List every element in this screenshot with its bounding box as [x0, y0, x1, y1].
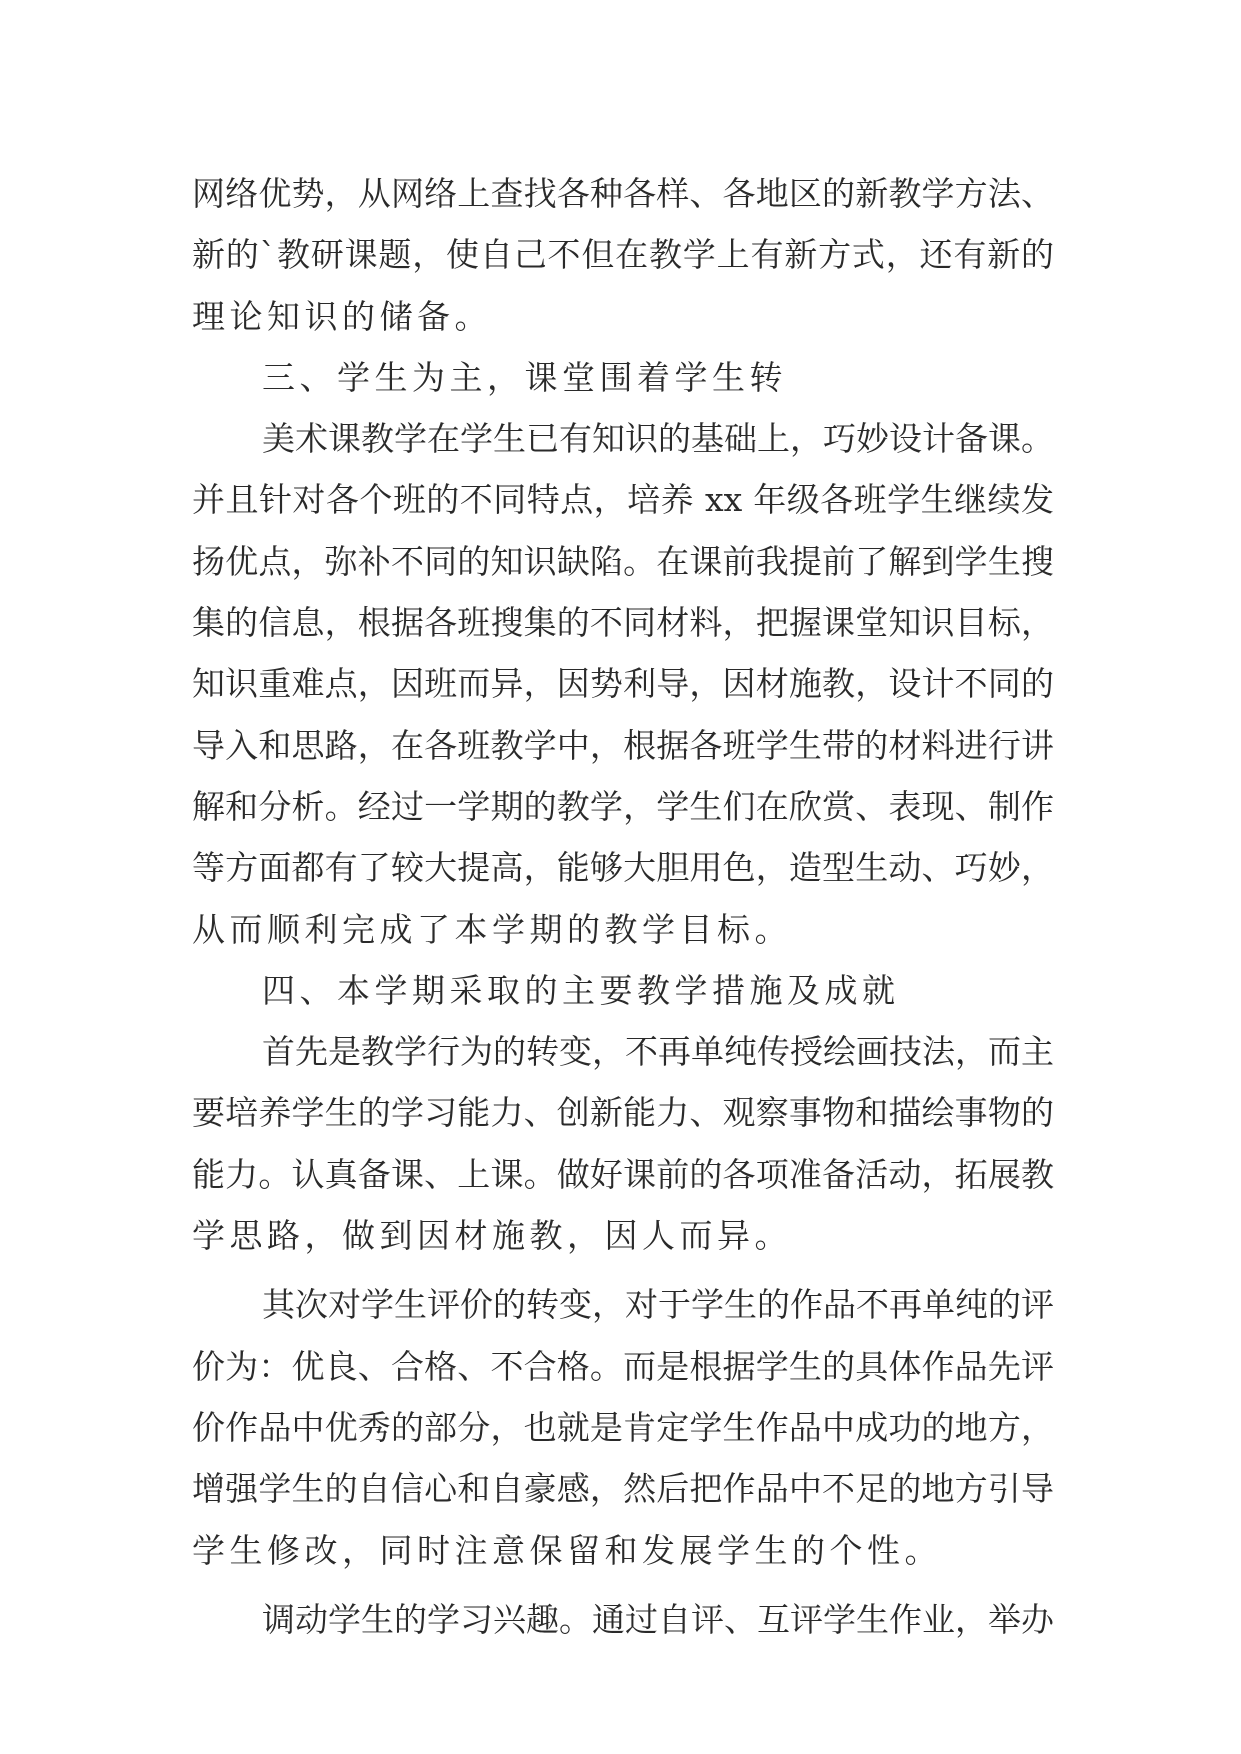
paragraph-line: 增强学生的自信心和自豪感，然后把作品中不足的地方引导 [192, 1469, 1054, 1509]
paragraph-line: 等方面都有了较大提高，能够大胆用色，造型生动、巧妙， [192, 848, 1054, 888]
paragraph-line: 能力。认真备课、上课。做好课前的各项准备活动，拓展教 [192, 1154, 1054, 1194]
paragraph-line: 知识重难点，因班而异，因势利导，因材施教，设计不同的 [192, 664, 1054, 704]
paragraph-line: 解和分析。经过一学期的教学，学生们在欣赏、表现、制作 [192, 786, 1054, 826]
paragraph-line: 扬优点，弥补不同的知识缺陷。在课前我提前了解到学生搜 [192, 541, 1054, 581]
paragraph-line: 网络优势，从网络上查找各种各样、各地区的新教学方法、 [192, 174, 1054, 213]
paragraph-line: 导入和思路，在各班教学中，根据各班学生带的材料进行讲 [192, 725, 1054, 765]
paragraph-line: 并且针对各个班的不同特点，培养 xx 年级各班学生继续发 [192, 480, 1054, 520]
paragraph-line: 集的信息，根据各班搜集的不同材料，把握课堂知识目标， [192, 603, 1054, 643]
document-body [192, 163, 1054, 1650]
paragraph-gap [192, 1581, 1054, 1589]
paragraph-line: 价作品中优秀的部分，也就是肯定学生作品中成功的地方， [192, 1407, 1054, 1447]
section-heading: 四、本学期采取的主要教学措施及成就 [262, 970, 900, 1010]
paragraph-line: 新的`教研课题，使自己不但在教学上有新方式，还有新的 [192, 235, 1054, 275]
paragraph-line: 其次对学生评价的转变，对于学生的作品不再单纯的评 [262, 1285, 1054, 1325]
paragraph-line: 价为：优良、合格、不合格。而是根据学生的具体作品先评 [192, 1346, 1054, 1386]
paragraph-line: 要培养学生的学习能力、创新能力、观察事物和描绘事物的 [192, 1093, 1054, 1133]
paragraph-line: 学生修改，同时注意保留和发展学生的个性。 [192, 1530, 942, 1570]
paragraph-line: 美术课教学在学生已有知识的基础上，巧妙设计备课。 [262, 419, 1054, 459]
paragraph-line: 从而顺利完成了本学期的教学目标。 [192, 909, 792, 949]
paragraph-line: 首先是教学行为的转变，不再单纯传授绘画技法，而主 [262, 1032, 1054, 1072]
paragraph-line: 理论知识的储备。 [192, 296, 492, 336]
paragraph-line: 调动学生的学习兴趣。通过自评、互评学生作业，举办 [262, 1599, 1054, 1639]
paragraph-gap [192, 1266, 1054, 1274]
paragraph-line: 学思路，做到因材施教，因人而异。 [192, 1216, 792, 1256]
section-heading: 三、学生为主，课堂围着学生转 [262, 357, 787, 397]
